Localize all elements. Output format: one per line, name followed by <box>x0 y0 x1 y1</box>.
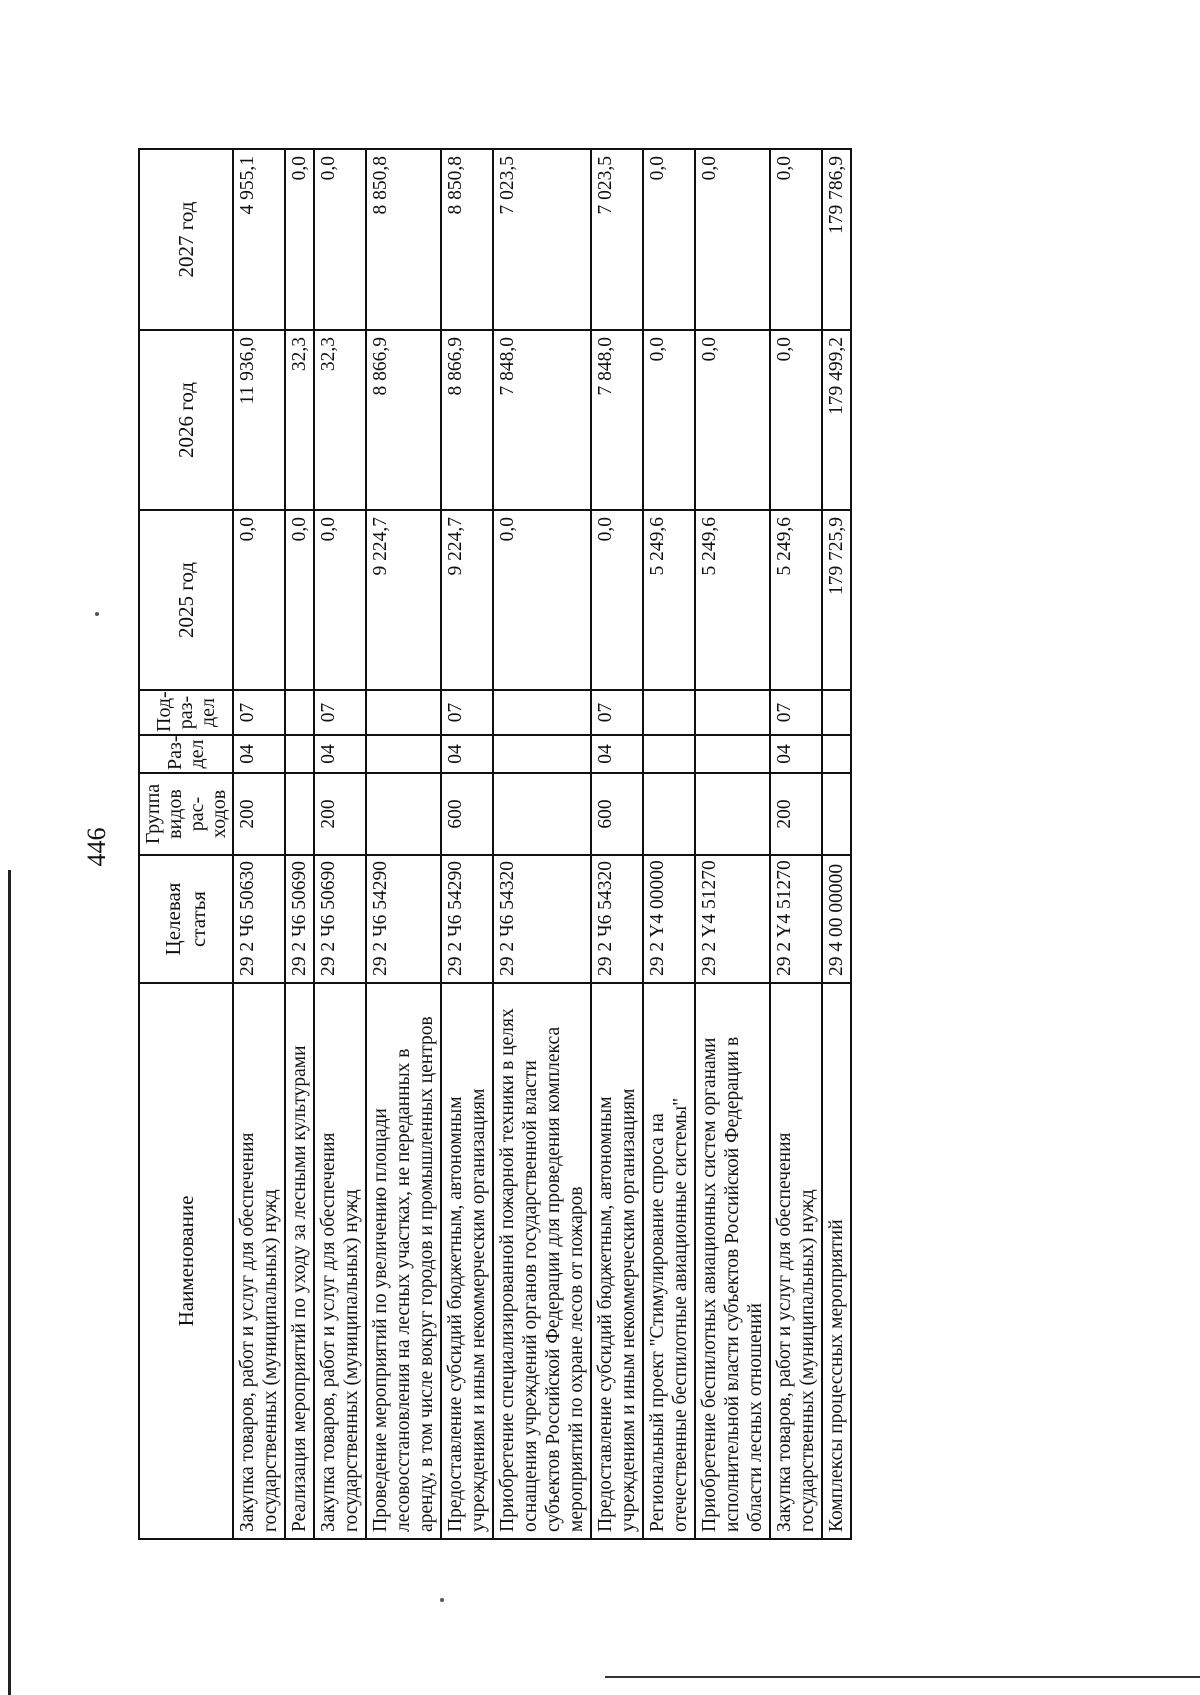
cell-target: 29 2 Ч6 54290 <box>366 855 441 983</box>
cell-subsection: 07 <box>233 690 285 735</box>
cell-target: 29 2 Ч6 54290 <box>441 855 493 983</box>
header-2027: 2027 год <box>139 149 233 330</box>
cell-2027: 0,0 <box>285 149 314 330</box>
table-header-row <box>139 149 233 1539</box>
cell-2025: 0,0 <box>314 510 366 690</box>
cell-2026: 0,0 <box>695 330 770 510</box>
cell-subsection <box>366 690 441 735</box>
cell-section: 04 <box>314 735 366 773</box>
table-row <box>441 149 493 1539</box>
cell-name: Проведение мероприятий по увеличению площади лесовосстановления на лесных участках, не переданных в аренду, в том числе вокруг городов и промышленных центров <box>366 983 441 1539</box>
header-expense-group: Группа видов рас- ходов <box>139 773 233 855</box>
header-subsection: Под- раз- дел <box>139 690 233 735</box>
cell-name: Комплексы процессных мероприятий <box>822 983 851 1539</box>
cell-2027: 179 786,9 <box>822 149 851 330</box>
cell-name: Региональный проект "Стимулирование спроса на отечественные беспилотные авиационные системы" <box>643 983 695 1539</box>
cell-subsection <box>822 690 851 735</box>
cell-2025: 0,0 <box>233 510 285 690</box>
budget-table <box>138 148 852 1540</box>
cell-2027: 0,0 <box>314 149 366 330</box>
cell-target: 29 4 00 00000 <box>822 855 851 983</box>
cell-name: Предоставление субсидий бюджетным, автономным учреждениям и иным некоммерческим организациям <box>591 983 643 1539</box>
cell-group: 200 <box>770 773 822 855</box>
cell-section: 04 <box>233 735 285 773</box>
cell-group: 600 <box>591 773 643 855</box>
cell-name: Закупка товаров, работ и услуг для обеспечения государственных (муниципальных) нужд <box>233 983 285 1539</box>
cell-2026: 7 848,0 <box>591 330 643 510</box>
cell-subsection: 07 <box>770 690 822 735</box>
cell-2026: 0,0 <box>643 330 695 510</box>
cell-2025: 9 224,7 <box>366 510 441 690</box>
cell-2026: 179 499,2 <box>822 330 851 510</box>
cell-2025: 0,0 <box>493 510 591 690</box>
cell-section <box>493 735 591 773</box>
cell-2027: 0,0 <box>695 149 770 330</box>
cell-2025: 179 725,9 <box>822 510 851 690</box>
cell-2026: 32,3 <box>285 330 314 510</box>
cell-group <box>285 773 314 855</box>
cell-2025: 0,0 <box>591 510 643 690</box>
cell-target: 29 2 Ч6 54320 <box>591 855 643 983</box>
cell-group <box>493 773 591 855</box>
cell-target: 29 2 Ч6 50690 <box>285 855 314 983</box>
cell-group: 600 <box>441 773 493 855</box>
cell-2025: 9 224,7 <box>441 510 493 690</box>
cell-2026: 8 866,9 <box>441 330 493 510</box>
cell-target: 29 2 Ч6 54320 <box>493 855 591 983</box>
cell-2027: 0,0 <box>643 149 695 330</box>
cell-subsection <box>285 690 314 735</box>
cell-section <box>822 735 851 773</box>
table-row <box>770 149 822 1539</box>
cell-group <box>695 773 770 855</box>
cell-subsection: 07 <box>591 690 643 735</box>
cell-section: 04 <box>441 735 493 773</box>
cell-2027: 7 023,5 <box>591 149 643 330</box>
cell-section: 04 <box>591 735 643 773</box>
cell-group <box>643 773 695 855</box>
cell-2026: 0,0 <box>770 330 822 510</box>
cell-2025: 5 249,6 <box>695 510 770 690</box>
table-row <box>643 149 695 1539</box>
cell-subsection <box>493 690 591 735</box>
page-number: 446 <box>82 827 111 867</box>
cell-target: 29 2 Y4 51270 <box>695 855 770 983</box>
table-row <box>314 149 366 1539</box>
cell-target: 29 2 Ч6 50690 <box>314 855 366 983</box>
table-row <box>366 149 441 1539</box>
cell-2027: 4 955,1 <box>233 149 285 330</box>
header-section: Раз- дел <box>139 735 233 773</box>
cell-subsection <box>695 690 770 735</box>
cell-section: 04 <box>770 735 822 773</box>
cell-2025: 5 249,6 <box>770 510 822 690</box>
cell-target: 29 2 Y4 51270 <box>770 855 822 983</box>
cell-name: Предоставление субсидий бюджетным, автономным учреждениям и иным некоммерческим организациям <box>441 983 493 1539</box>
cell-2026: 7 848,0 <box>493 330 591 510</box>
table-row <box>285 149 314 1539</box>
cell-2027: 7 023,5 <box>493 149 591 330</box>
cell-section <box>695 735 770 773</box>
cell-name: Реализация мероприятий по уходу за лесными культурами <box>285 983 314 1539</box>
table-row <box>695 149 770 1539</box>
cell-2027: 8 850,8 <box>441 149 493 330</box>
header-target: Целевая статья <box>139 855 233 983</box>
header-2025: 2025 год <box>139 510 233 690</box>
header-2026: 2026 год <box>139 330 233 510</box>
cell-group <box>366 773 441 855</box>
header-name: Наименование <box>139 983 233 1539</box>
cell-name: Закупка товаров, работ и услуг для обеспечения государственных (муниципальных) нужд <box>314 983 366 1539</box>
cell-subsection: 07 <box>441 690 493 735</box>
cell-name: Приобретение специализированной пожарной техники в целях оснащения учреждений органов государственной власти субъектов Российской Федерации для проведения комплекса мероприятий по охране лесов от пожаров <box>493 983 591 1539</box>
cell-section <box>643 735 695 773</box>
cell-2027: 8 850,8 <box>366 149 441 330</box>
cell-target: 29 2 Y4 00000 <box>643 855 695 983</box>
table-row <box>233 149 285 1539</box>
cell-2026: 8 866,9 <box>366 330 441 510</box>
cell-2026: 11 936,0 <box>233 330 285 510</box>
cell-name: Приобретение беспилотных авиационных систем органами исполнительной власти субъектов Российской Федерации в области лесных отношений <box>695 983 770 1539</box>
cell-section <box>285 735 314 773</box>
cell-2027: 0,0 <box>770 149 822 330</box>
cell-group: 200 <box>314 773 366 855</box>
cell-2025: 5 249,6 <box>643 510 695 690</box>
cell-section <box>366 735 441 773</box>
cell-subsection <box>643 690 695 735</box>
cell-group: 200 <box>233 773 285 855</box>
cell-name: Закупка товаров, работ и услуг для обеспечения государственных (муниципальных) нужд <box>770 983 822 1539</box>
table-row <box>591 149 643 1539</box>
cell-2026: 32,3 <box>314 330 366 510</box>
table-row <box>822 149 851 1539</box>
table-row <box>493 149 591 1539</box>
cell-target: 29 2 Ч6 50630 <box>233 855 285 983</box>
cell-subsection: 07 <box>314 690 366 735</box>
cell-2025: 0,0 <box>285 510 314 690</box>
cell-group <box>822 773 851 855</box>
